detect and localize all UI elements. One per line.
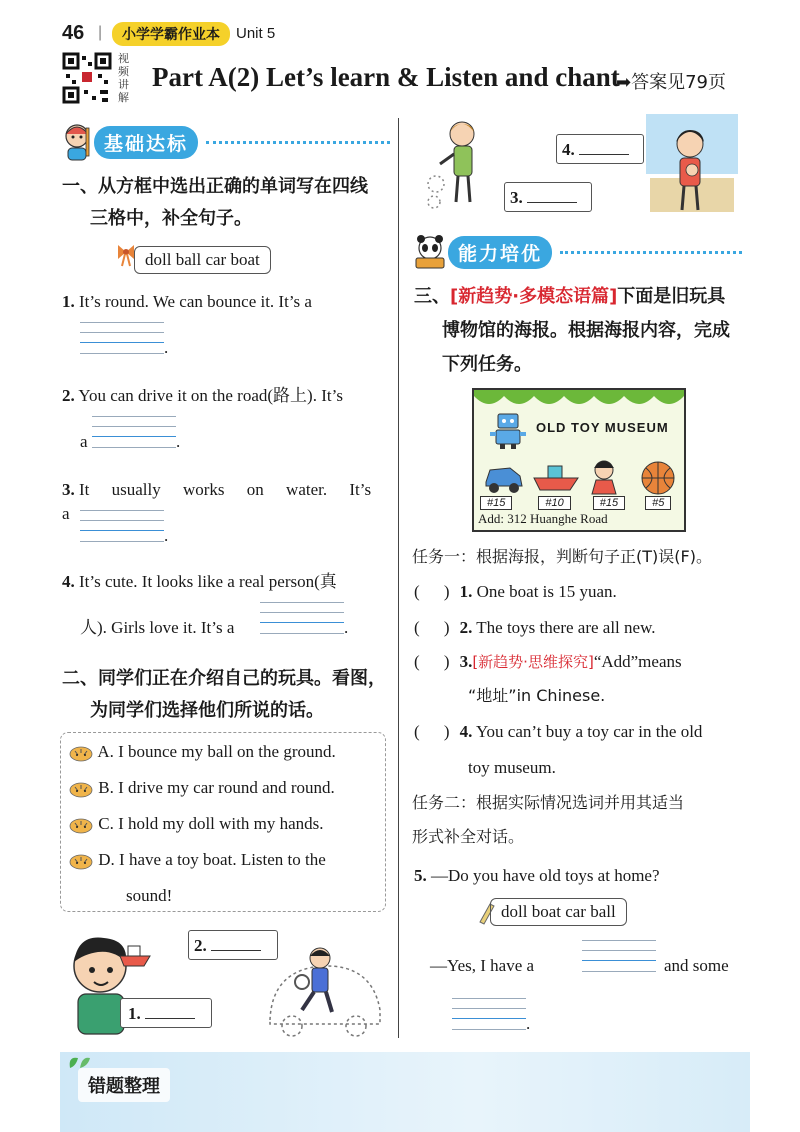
robot-toy-icon <box>488 412 528 450</box>
question-1 <box>62 290 312 314</box>
picture-4-label <box>562 138 629 162</box>
question-text: “Add”means <box>593 652 682 671</box>
picture-3-label <box>510 186 577 210</box>
punct-period: . <box>164 526 169 545</box>
part1-instruction-1: 一、从方框中选出正确的单词写在四线 <box>62 176 368 197</box>
question-number: 4. <box>459 722 473 741</box>
answer-paren[interactable]: ( ) <box>414 652 460 671</box>
tf-question-3 <box>414 650 682 674</box>
picture-number: 1. <box>128 1004 141 1023</box>
poster-scallop-border <box>474 390 684 410</box>
question-text: It usually works on water. It’s a <box>62 480 372 523</box>
picture-3-answer-line[interactable] <box>527 202 577 203</box>
poster-prices <box>480 496 671 510</box>
unit-label: Unit 5 <box>236 25 276 42</box>
task1-instruction: 任务一：根据海报，判断句子正(T)误(F)。 <box>412 547 712 566</box>
tiger-icon <box>68 780 94 798</box>
word-box-2: doll boat car ball <box>490 898 627 926</box>
student-mascot-icon <box>60 122 94 162</box>
picture-2-label <box>194 934 261 958</box>
instruction-text: 下面是旧玩具 <box>617 286 726 307</box>
answer-paren[interactable]: ( ) <box>414 618 460 637</box>
question-text: One boat is 15 yuan. <box>476 582 617 601</box>
task2-instruction-1: 任务二：根据实际情况选词并用其适当 <box>412 793 685 812</box>
part3-instruction-2: 博物馆的海报。根据海报内容，完成 <box>442 320 730 341</box>
article-a: a <box>80 432 88 451</box>
part1-instruction-2: 三格中，补全句子。 <box>90 208 252 229</box>
question-text-cont: toy museum. <box>468 758 556 777</box>
bow-icon <box>116 242 136 268</box>
section-banner-basic <box>60 126 390 158</box>
question-5 <box>414 864 660 888</box>
price-tag: #10 <box>538 496 570 510</box>
tf-question-1 <box>414 580 617 604</box>
section-title-basic: 基础达标 <box>94 126 198 159</box>
question-text: It’s round. We can bounce it. It’s a <box>79 292 312 311</box>
picture-1-answer-line[interactable] <box>145 1018 195 1019</box>
four-line-answer-5b[interactable] <box>452 998 526 1030</box>
column-divider <box>398 118 399 1038</box>
option-text: C. I hold my doll with my hands. <box>98 814 324 833</box>
option-text: B. I drive my car round and round. <box>98 778 335 797</box>
part3-instruction-3: 下列任务。 <box>442 354 532 375</box>
question-text: —Do you have old toys at home? <box>431 866 660 885</box>
part2-instruction-2: 为同学们选择他们所说的话。 <box>90 700 324 721</box>
page-number: 46 <box>62 22 85 44</box>
trend-tag: [新趋势·多模态语篇] <box>450 286 618 307</box>
question-number: 2. <box>62 386 75 405</box>
q5-answer-text-b: and some <box>664 956 729 975</box>
tiger-icon <box>68 816 94 834</box>
option-c[interactable] <box>68 806 336 842</box>
option-a[interactable] <box>68 734 336 770</box>
question-number: 2. <box>459 618 473 637</box>
word-box-1: doll ball car boat <box>134 246 271 274</box>
poster-address: Add: 312 Huanghe Road <box>478 511 608 526</box>
punct-period: . <box>526 1014 531 1033</box>
question-number: 3. <box>62 480 75 499</box>
question-number: 4. <box>62 572 75 591</box>
picture-1-label <box>128 1002 195 1026</box>
panda-mascot-icon <box>412 234 448 270</box>
q5-answer-text: —Yes, I have a <box>430 956 535 975</box>
option-d[interactable] <box>68 842 336 878</box>
punct-period: . <box>164 338 169 357</box>
answer-paren[interactable]: ( ) <box>414 582 460 601</box>
question-text: The toys there are all new. <box>476 618 656 637</box>
four-line-answer-1[interactable] <box>80 322 164 354</box>
qr-code-icon[interactable] <box>62 52 112 104</box>
question-text-cont: “地址”in Chinese. <box>468 686 606 705</box>
question-number: 1. <box>459 582 473 601</box>
question-number: 1. <box>62 292 75 311</box>
picture-4-answer-line[interactable] <box>579 154 629 155</box>
question-text: You can’t buy a toy car in the old <box>475 722 703 741</box>
answer-reference: ➡答案见79页 <box>616 72 726 93</box>
qr-label: 视频讲解 <box>118 52 129 104</box>
girl-with-ball-illustration <box>416 118 496 210</box>
boy-driving-car-illustration <box>262 940 386 1040</box>
tf-question-2 <box>414 616 656 640</box>
part-number: 三、 <box>414 286 450 307</box>
punct-period: . <box>344 618 349 637</box>
four-line-answer-4[interactable] <box>260 602 344 634</box>
tiger-icon <box>68 744 94 762</box>
tiger-icon <box>68 852 94 870</box>
toy-boat-icon <box>534 466 578 490</box>
question-number: 3. <box>459 652 473 671</box>
option-text: A. I bounce my ball on the ground. <box>97 742 336 761</box>
four-line-answer-5a[interactable] <box>582 940 656 972</box>
toy-doll-icon <box>592 461 616 494</box>
answer-paren[interactable]: ( ) <box>414 722 460 741</box>
book-name-badge: 小学学霸作业本 <box>112 22 230 46</box>
options-list <box>68 734 336 914</box>
price-tag: #15 <box>480 496 512 510</box>
girl-with-doll-illustration <box>646 114 738 214</box>
price-tag: #5 <box>645 496 671 510</box>
page-title: Part A(2) Let’s learn & Listen and chant <box>152 62 620 92</box>
picture-number: 3. <box>510 188 523 207</box>
header-separator: | <box>98 24 103 41</box>
part3-instruction-1 <box>414 282 725 312</box>
question-4 <box>62 570 337 594</box>
question-number: 5. <box>414 866 427 885</box>
question-text: It’s cute. It looks like a real person(真 <box>79 572 337 591</box>
toy-ball-icon <box>642 462 674 494</box>
price-tag: #15 <box>593 496 625 510</box>
task2-instruction-2: 形式补全对话。 <box>412 827 525 846</box>
four-line-answer-2[interactable] <box>92 416 176 448</box>
section-banner-advanced <box>412 236 742 268</box>
section-title-advanced: 能力培优 <box>448 236 552 269</box>
poster-toys <box>482 456 682 496</box>
option-b[interactable] <box>68 770 336 806</box>
question-text-cont: 人). Girls love it. It’s a <box>80 618 235 637</box>
punct-period: . <box>176 432 181 451</box>
museum-poster <box>472 388 686 532</box>
picture-number: 2. <box>194 936 207 955</box>
picture-number: 4. <box>562 140 575 159</box>
banner-dots <box>560 251 742 254</box>
option-text: D. I have a toy boat. Listen to the <box>98 850 326 869</box>
poster-title: OLD TOY MUSEUM <box>536 420 669 435</box>
part2-instruction-1: 二、同学们正在介绍自己的玩具。看图， <box>62 668 386 689</box>
trend-tag: [新趋势·思维探究] <box>472 653 594 671</box>
picture-2-answer-line[interactable] <box>211 950 261 951</box>
banner-dots <box>206 141 390 144</box>
toy-car-icon <box>486 468 522 493</box>
option-d-cont: sound! <box>126 886 173 905</box>
four-line-answer-3[interactable] <box>80 510 164 542</box>
error-section-title: 错题整理 <box>78 1068 170 1102</box>
tf-question-4 <box>414 720 702 744</box>
question-text: You can drive it on the road(路上). It’s <box>78 386 343 405</box>
question-2 <box>62 384 343 408</box>
